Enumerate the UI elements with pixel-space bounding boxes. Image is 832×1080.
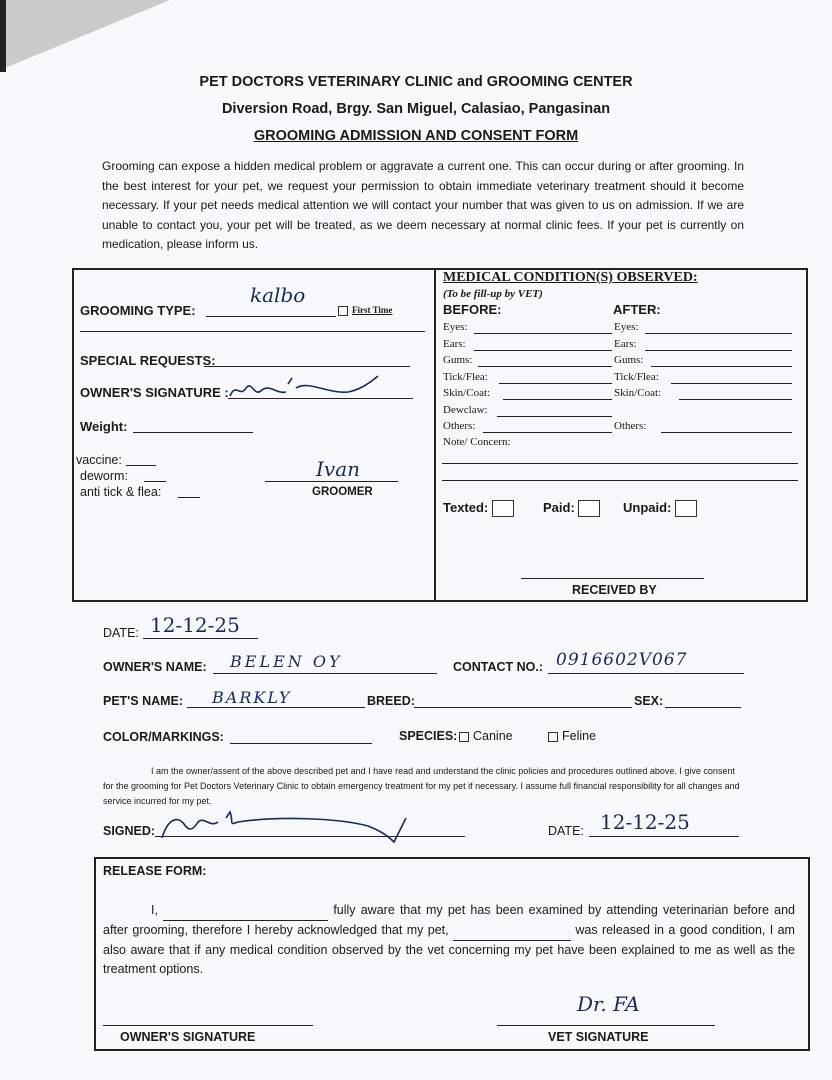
owner-signature-label: OWNER'S SIGNATURE : — [80, 385, 229, 400]
grooming-type-value: kalbo — [250, 283, 306, 307]
medical-before-field[interactable] — [478, 366, 612, 367]
contact-label: CONTACT NO.: — [453, 660, 544, 674]
texted-checkbox[interactable] — [492, 500, 514, 517]
medical-subtitle: (To be fill-up by VET) — [443, 288, 543, 300]
groomer-signature: Ivan — [316, 457, 361, 481]
deworm-label: deworm: — [80, 469, 128, 483]
note-field-line-1[interactable] — [442, 463, 798, 464]
medical-after-field[interactable] — [645, 333, 792, 334]
deworm-field[interactable] — [144, 481, 166, 482]
vet-signature-label: VET SIGNATURE — [548, 1030, 649, 1044]
paid-checkbox[interactable] — [578, 500, 600, 517]
paper-fold-corner — [0, 0, 170, 70]
first-time-checkbox[interactable] — [338, 306, 348, 316]
admission-box — [72, 268, 808, 602]
owner-name-label: OWNER'S NAME: — [103, 660, 207, 674]
medical-after-label: Skin/Coat: — [614, 387, 662, 399]
vet-signature-line[interactable] — [497, 1025, 715, 1026]
medical-title: MEDICAL CONDITION(S) OBSERVED: — [443, 270, 698, 285]
intro-paragraph: Grooming can expose a hidden medical problem or aggravate a current one. This can occur during or after grooming. In the best interest for your pet, we request your permission to obtain immediate veterinary treatment should it become necessary. If your pet needs medical attention we will contact your number that was given to us on admission. If we are unable to contact you, your pet will be treated, as we deem necessary at normal clinic fees. If your pet is currently on medication, please inform us. — [102, 159, 744, 251]
color-markings-field[interactable] — [230, 743, 372, 744]
release-text-i: I, — [151, 903, 158, 917]
release-owner-signature-line[interactable] — [103, 1025, 313, 1026]
received-by-line[interactable] — [521, 578, 704, 579]
weight-field[interactable] — [133, 432, 253, 433]
canine-checkbox[interactable] — [459, 732, 469, 742]
medical-after-field[interactable] — [661, 432, 792, 433]
feline-checkbox[interactable] — [548, 732, 558, 742]
medical-before-field[interactable] — [497, 416, 612, 417]
medical-after-field[interactable] — [651, 366, 792, 367]
pet-name-field[interactable] — [187, 707, 365, 708]
groomer-signature-line[interactable] — [265, 481, 398, 482]
panel-divider — [434, 268, 436, 600]
medical-before-field[interactable] — [474, 350, 612, 351]
medical-after-label: Gums: — [614, 354, 644, 366]
date2-label: DATE: — [548, 824, 584, 838]
medical-after-field[interactable] — [645, 350, 792, 351]
date2-field[interactable] — [589, 836, 739, 837]
medical-before-label: Ears: — [443, 337, 466, 350]
before-label: BEFORE: — [443, 302, 502, 317]
release-text-end: was released in a good condition, I am also aware that if any medical condition observed by the vet concerning my pet have been explained to me as well as the treatment options. — [103, 923, 795, 976]
medical-before-field[interactable] — [474, 333, 612, 334]
medical-after-field[interactable] — [679, 399, 792, 400]
species-label: SPECIES: — [399, 729, 458, 743]
medical-before-label: Gums: — [443, 354, 473, 366]
unpaid-label: Unpaid: — [623, 500, 672, 515]
owner-signature-scribble — [228, 372, 388, 402]
sex-field[interactable] — [665, 707, 741, 708]
texted-option[interactable] — [443, 500, 514, 517]
owner-name-value: BELEN OY — [230, 652, 343, 671]
date-label: DATE: — [103, 626, 139, 640]
release-owner-signature-label: OWNER'S SIGNATURE — [120, 1030, 256, 1044]
note-field-line-2[interactable] — [442, 480, 798, 481]
first-time-option[interactable] — [338, 305, 392, 316]
breed-label: BREED: — [367, 694, 415, 708]
grooming-type-extra-line — [80, 331, 425, 332]
clinic-name: PET DOCTORS VETERINARY CLINIC and GROOMING CENTER — [199, 74, 633, 90]
medical-before-label: Skin/Coat: — [443, 387, 491, 399]
grooming-type-field[interactable] — [206, 316, 336, 317]
after-label: AFTER: — [613, 302, 661, 317]
canine-label: Canine — [473, 729, 513, 743]
medical-before-label: Others: — [443, 420, 476, 432]
vaccine-label: vaccine: — [76, 453, 122, 467]
medical-before-field[interactable] — [483, 432, 612, 433]
unpaid-option[interactable] — [623, 500, 697, 517]
owner-consent-signature — [158, 808, 418, 848]
special-requests-label: SPECIAL REQUESTS: — [80, 353, 216, 368]
scan-edge — [0, 0, 6, 72]
species-canine-option[interactable] — [459, 729, 513, 743]
unpaid-checkbox[interactable] — [675, 500, 697, 517]
contact-field[interactable] — [548, 673, 744, 674]
paid-option[interactable] — [543, 500, 600, 517]
weight-label: Weight: — [80, 419, 128, 434]
texted-label: Texted: — [443, 500, 489, 515]
medical-before-field[interactable] — [503, 399, 612, 400]
consent-paragraph: I am the owner/assent of the above described pet and I have read and understand the clinic policies and procedures outlined above. I give consent for the grooming for Pet Doctors Veterinary Clinic to obtain emergency treatment for my pet if necessary. I assume full financial responsibility for all changes and service incurred for my pet. — [103, 766, 740, 806]
antitick-label: anti tick & flea: — [80, 485, 162, 499]
medical-before-label: Eyes: — [443, 321, 468, 333]
vet-signature-value: Dr. FA — [577, 992, 640, 1016]
paid-label: Paid: — [543, 500, 575, 515]
special-requests-field[interactable] — [204, 366, 410, 367]
color-markings-label: COLOR/MARKINGS: — [103, 730, 224, 744]
medical-after-label: Eyes: — [614, 321, 639, 333]
medical-after-label: Others: — [614, 420, 647, 432]
pet-name-value: BARKLY — [212, 688, 292, 707]
release-owner-name-field[interactable] — [163, 901, 328, 921]
pet-name-label: PET'S NAME: — [103, 694, 184, 708]
owner-name-field[interactable] — [213, 673, 437, 674]
date-value: 12-12-25 — [150, 613, 240, 637]
date-field[interactable] — [143, 638, 258, 639]
release-paragraph — [103, 901, 795, 979]
first-time-label: First Time — [352, 305, 393, 315]
release-pet-name-field[interactable] — [453, 921, 571, 941]
groomer-label: GROOMER — [312, 486, 373, 498]
release-text-middle: fully aware that my pet has been examined by attending veterinarian before and after grooming, therefore I hereby acknowledged that my pet, — [103, 903, 795, 937]
medical-after-label: Ears: — [614, 337, 637, 350]
medical-before-label: Dewclaw: — [443, 403, 488, 416]
form-title: GROOMING ADMISSION AND CONSENT FORM — [253, 128, 579, 144]
sex-label: SEX: — [634, 694, 664, 708]
species-feline-option[interactable] — [548, 729, 596, 743]
medical-before-label: Tick/Flea: — [443, 370, 488, 383]
note-label: Note/ Concern: — [443, 436, 511, 448]
clinic-address: Diversion Road, Brgy. San Miguel, Calasiao, Pangasinan — [221, 101, 611, 117]
medical-after-field[interactable] — [671, 383, 792, 384]
feline-label: Feline — [562, 729, 597, 743]
signed-label: SIGNED: — [103, 824, 156, 838]
antitick-field[interactable] — [178, 497, 200, 498]
medical-after-label: Tick/Flea: — [614, 370, 659, 383]
contact-value: 0916602V067 — [556, 650, 688, 670]
breed-field[interactable] — [414, 707, 632, 708]
vaccine-field[interactable] — [126, 465, 156, 466]
received-by-label: RECEIVED BY — [572, 583, 657, 597]
date2-value: 12-12-25 — [600, 810, 690, 834]
medical-before-field[interactable] — [499, 383, 612, 384]
release-form-title: RELEASE FORM: — [103, 864, 207, 878]
grooming-type-label: GROOMING TYPE: — [80, 303, 196, 318]
